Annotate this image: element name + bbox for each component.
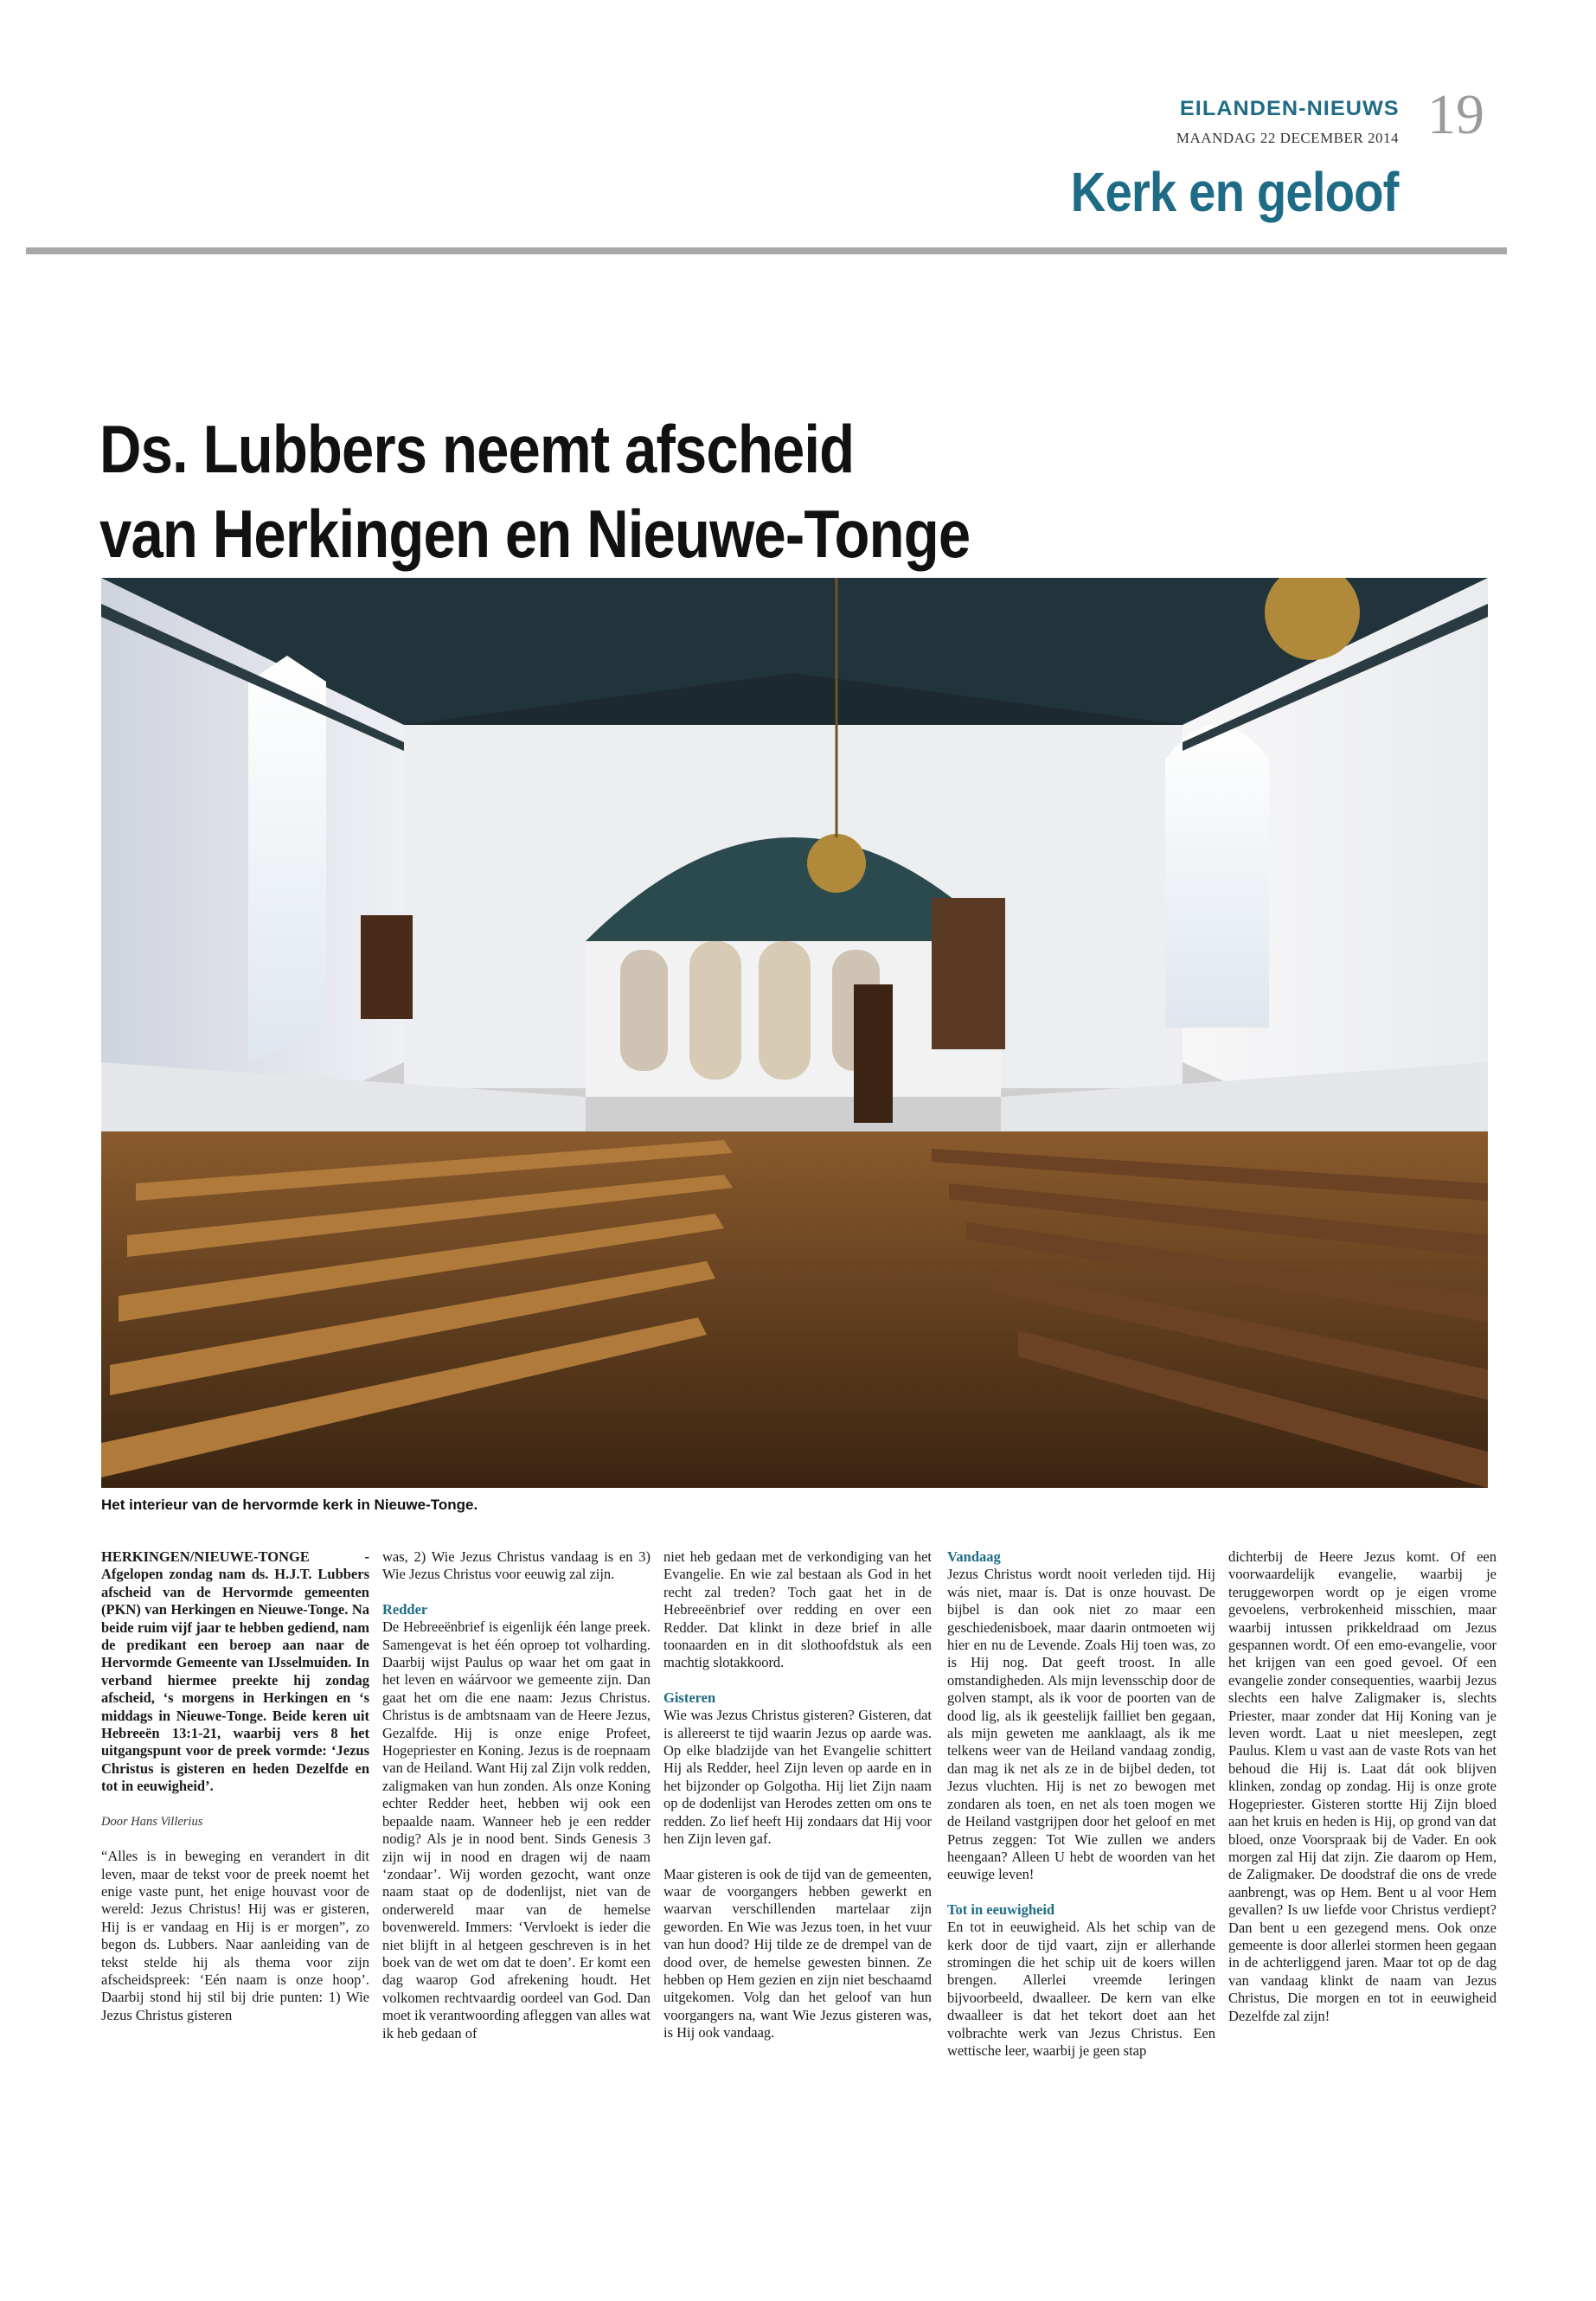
newspaper-logo: EILANDEN-NIEUWS [1180,97,1400,120]
subheading-redder: Redder [382,1600,428,1618]
article-column-4 [947,1548,1215,2077]
subheading-vandaag: Vandaag [947,1548,1001,1565]
body-paragraph: niet heb gedaan met de verkondiging van het Evangelie. En wie zal bestaan als God in het recht zal treden? Toch gaat het in de Hebreeënbrief over redding en over een Redder. Dat klinkt in deze brief in alle toonaarden en in dit slothoofdstuk als een machtig slotakkoord. [663,1548,932,1671]
body-paragraph: Wie was Jezus Christus gisteren? Gisteren, dat is allereerst te tijd waarin Jezus op aarde was. Op elke bladzijde van het Evangelie schittert Hij als Redder, heel Zijn leven op aarde en in het bijzonder op Golgotha. Hij liet Zijn naam op de dodenlijst van Herodes zetten om ons te redden. Zo lief heeft Hij zondaars dat Hij voor hen Zijn leven gaf. [663,1707,932,1848]
body-paragraph: “Alles is in beweging en verandert in dit leven, maar de tekst voor de preek noemt het enige vaste punt, het enige houvast voor de wereld: Jezus Christus! Hij was er gisteren, Hij is er vandaag en Hij is er morgen”, zo begon ds. Lubbers. Naar aanleiding van de tekst stelde hij als thema voor zijn afscheidspreek: ‘Eén naam is onze hoop’. Daarbij stond hij stil bij drie punten: 1) Wie Jezus Christus gisteren [101,1848,369,2023]
subheading-tot-in-eeuwigheid: Tot in eeuwigheid [947,1900,1055,1918]
photo-caption: Het interieur van de hervormde kerk in Nieuwe-Tonge. [101,1497,478,1513]
article-column-3 [663,1548,932,2060]
body-paragraph: was, 2) Wie Jezus Christus vandaag is en 3) Wie Jezus Christus voor eeuwig zal zijn. [382,1548,651,1583]
body-paragraph: De Hebreeënbrief is eigenlijk één lange preek. Samengevat is het één oproep tot volharding. Daarbij wijst Paulus op waar het om gaat in het leven en wáárvoor we gemeente zijn. Dan gaat het om die ene naam: Jezus Christus. Christus is de ambtsnaam van de Heere Jezus, Gezalfde. Hij is onze enige Profeet, Hogepriester en Koning. Jezus is de roepnaam van de Heiland. Want Hij zal Zijn volk redden, zaligmaken van hun zonden. Als onze Koning echter Redder heet, hebben wij ook een bepaalde naam. Wanneer heb je een redder nodig? Als je in nood bent. Sinds Genesis 3 zijn wij in nood en dragen wij de naam ‘zondaar’. Wij worden gezocht, want onze naam staat op de dodenlijst, niet van de onderwereld maar van de hemelse bovenwereld. Immers: ‘Vervloekt is ieder die niet blijft in al hetgeen geschreven is in het boek van de wet om dat te doen’. Er komt een dag waarop God afrekening houdt. Het volkomen rechtvaardig oordeel van God. Dan moet ik verantwoording afleggen van alles wat ik heb gedaan of [382,1618,651,2041]
article-headline [99,407,1215,576]
article-lead: HERKINGEN/NIEUWE-TONGE - Afgelopen zondag nam ds. H.J.T. Lubbers afscheid van de Hervormde gemeenten (PKN) van Herkingen en Nieuwe-Tonge. Na beide ruim vijf jaar te hebben gediend, nam de predikant een beroep aan naar de Hervormde Gemeente van IJsselmuiden. In verband hiermee preekte hij zondag afscheid, ‘s morgens in Herkingen en ‘s middags in Nieuwe-Tonge. Beide keren uit Hebreeën 13:1-21, waarbij vers 8 het uitgangspunt voor de preek vormde: ‘Jezus Christus is gisteren en heden Dezelfde en tot in eeuwigheid’. [101,1548,369,1795]
article-column-2 [382,1548,651,2060]
article-column-1 [101,1548,369,2041]
byline: Door Hans Villerius [101,1814,203,1829]
issue-date: MAANDAG 22 DECEMBER 2014 [1176,130,1399,146]
headline-line-2: van Herkingen en Nieuwe-Tonge [99,496,971,572]
article-column-5 [1228,1548,1497,2042]
body-paragraph: En tot in eeuwigheid. Als het schip van de kerk door de tijd vaart, zijn er allerhande stromingen die het schip uit de koers willen brengen. Allerlei vreemde leringen bijvoorbeeld, dwaalleer. De kern van elke dwaalleer is dat het tekort doet aan het volbrachte werk van Jezus Christus. Een wettische leer, waarbij je geen stap [947,1919,1215,2059]
header-rule [26,247,1507,254]
body-paragraph: Maar gisteren is ook de tijd van de gemeenten, waar de voorgangers hebben gewerkt en waarvan verschillenden martelaar zijn geworden. En Wie was Jezus toen, in het vuur van hun dood? Hij tilde ze de drempel van de dood over, de hemelse gewesten binnen. Ze hebben op Hem gezien en zijn niet beschaamd uitgekomen. Volg dan het geloof van hun voorgangers na, want Wie Jezus gisteren was, is Hij ook vandaag. [663,1865,932,2041]
subheading-gisteren: Gisteren [663,1689,716,1706]
headline-line-1: Ds. Lubbers neemt afscheid [99,411,855,487]
page-number: 19 [1427,83,1484,146]
body-paragraph: dichterbij de Heere Jezus komt. Of een voorwaardelijk evangelie, waarbij je teruggeworpen wordt op je eigen vrome gevoelens, verbrokenheid misschien, maar waarbij intussen prikkeldraad om Jezus gespannen wordt. Of een emo-evangelie, voor het krijgen van een goed gevoel. Of een evangelie zonder consequenties, waarbij Jezus slechts een halve Zaligmaker is, slechts Priester, maar zonder dat Hij Koning van je leven wordt. Laat u niet meeslepen, zegt Paulus. Klem u vast aan de vaste Rots van het behoud die Hij is. Laat dát ook blijven klinken, zondag op zondag. Hij is onze grote Hogepriester. Gisteren stortte Hij Zijn bloed aan het kruis en heden is Hij, op grond van dat bloed, onze Voorspraak bij de Vader. En ook morgen zal Hij dat zijn. Zie daarom op Hem, de Zaligmaker. De doodstraf die ons de vrede aanbrengt, was op Hem. Bent u al voor Hem gevallen? Is uw liefde voor Christus verdiept? Dan bent u een gezegend mens. Ook onze gemeente is door allerlei stormen heen gegaan in de achterliggend jaren. Maar tot op de dag van vandaag klinkt de naam van Jezus Christus, Die morgen en tot in eeuwigheid Dezelfde zal zijn! [1228,1548,1497,2024]
church-interior-photo [101,578,1488,1488]
church-interior-illustration [101,578,1488,1488]
body-paragraph: Jezus Christus wordt nooit verleden tijd. Hij wás niet, maar ís. Dat is onze houvast. De bijbel is dan ook niet zo maar een geschiedenisboek, maar daarin ontmoeten wij hier en nu de Levende. Zoals Hij toen was, zo is Hij nog. Dat geeft troost. In alle omstandigheden. Als mijn levensschip door de golven stampt, als ik voor de poorten van de dood lig, als ik geestelijk failliet ben gegaan, als mijn geweten me aanklaagt, als ik me telkens weer van de Heiland vandaag zondig, dan mag ik net als ze in de bijbel deden, tot Jezus vluchten. Hij is net zo bewogen met zondaren als toen, en net als toen mogen we de Heiland vastgrijpen door het geloof en met Petrus zeggen: Tot Wie zullen we anders heengaan? Alleen U hebt de woorden van het eeuwige leven! [947,1566,1215,1883]
section-title: Kerk en geloof [1071,161,1399,223]
